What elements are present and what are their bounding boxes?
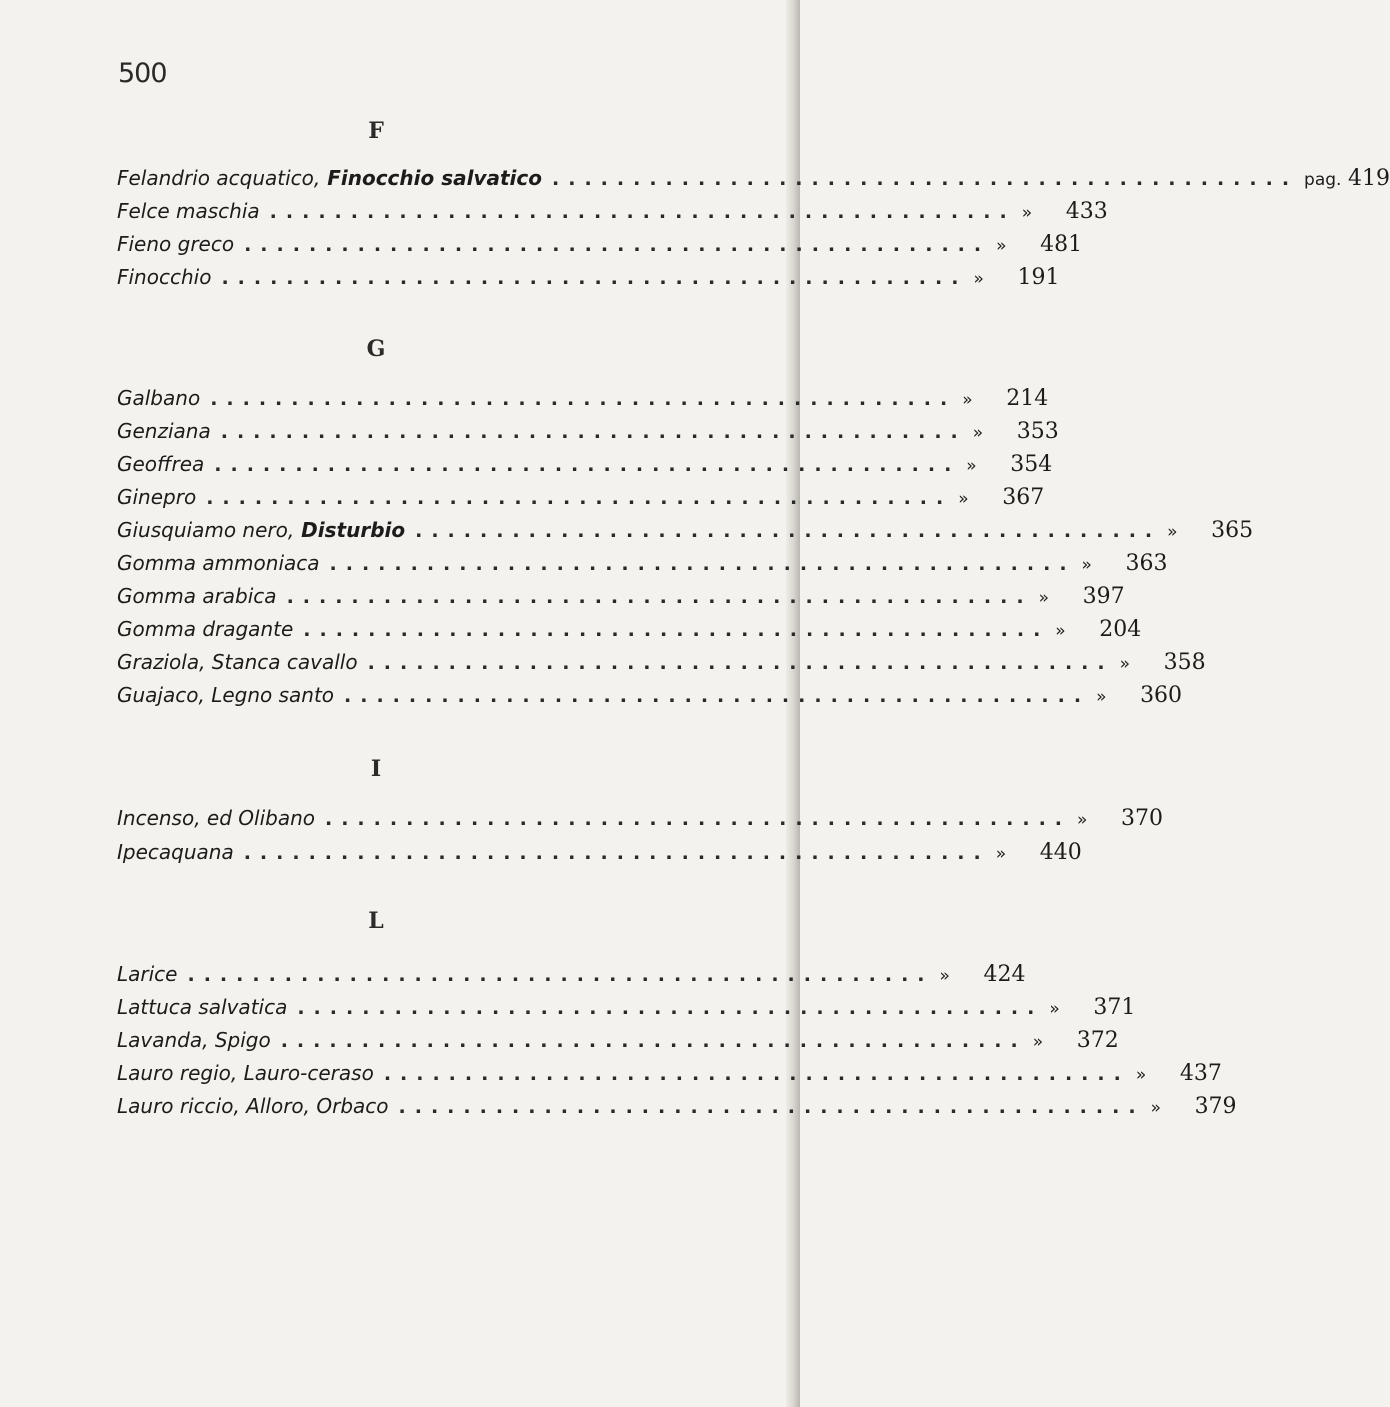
dot-leader: .............................................. (325, 808, 1072, 830)
index-entry (117, 995, 1136, 1029)
index-entry (117, 840, 1082, 874)
entry-name: Ginepro (117, 485, 197, 509)
entry-name: Giusquiamo nero, Disturbio (117, 518, 406, 542)
index-entry (117, 485, 1045, 519)
entry-reference: » 191 (973, 265, 1060, 290)
index-entry (117, 650, 1206, 684)
entry-reference: » 481 (996, 232, 1083, 257)
entry-reference: » 353 (972, 419, 1059, 444)
entry-reference: pag. 419 (1304, 166, 1390, 191)
entry-reference: » 433 (1021, 199, 1108, 224)
dot-leader: .............................................. (297, 997, 1044, 1019)
entry-name: Guajaco, Legno santo (117, 683, 335, 707)
entry-name: Gomma ammoniaca (117, 551, 320, 575)
index-entry (117, 683, 1183, 717)
index-entry (117, 419, 1059, 453)
dot-leader: .............................................. (244, 234, 991, 256)
entry-name: Gomma arabica (117, 584, 277, 608)
page-number: 500 (118, 58, 167, 89)
index-entry (117, 962, 1026, 996)
dot-leader: .............................................. (269, 201, 1016, 223)
index-entry (117, 166, 1390, 200)
section-letter-i: I (370, 756, 382, 782)
entry-reference: » 360 (1096, 683, 1183, 708)
dot-leader: .............................................. (187, 964, 934, 986)
index-entry (117, 551, 1168, 585)
index-entry (117, 1061, 1222, 1095)
dot-leader: .............................................. (367, 652, 1114, 674)
section-letter-l: L (368, 908, 384, 934)
index-entry (117, 518, 1254, 552)
dot-leader: .............................................. (329, 553, 1076, 575)
entry-name: Lauro regio, Lauro-ceraso (117, 1061, 374, 1085)
index-entry (117, 386, 1049, 420)
dot-leader: .............................................. (286, 586, 1033, 608)
index-entry (117, 617, 1142, 651)
entry-name: Lavanda, Spigo (117, 1028, 271, 1052)
entry-reference: » 363 (1081, 551, 1168, 576)
dot-leader: .............................................. (552, 168, 1299, 190)
entry-reference: » 424 (939, 962, 1026, 987)
entry-name: Fieno greco (117, 232, 235, 256)
entry-reference: » 437 (1135, 1061, 1222, 1086)
dot-leader: .............................................. (415, 520, 1162, 542)
entry-name: Genziana (117, 419, 211, 443)
index-entry (117, 1094, 1237, 1128)
entry-name: Gomma dragante (117, 617, 294, 641)
dot-leader: .............................................. (303, 619, 1050, 641)
entry-reference: » 365 (1167, 518, 1254, 543)
entry-reference: » 204 (1055, 617, 1142, 642)
entry-reference: » 370 (1077, 806, 1164, 831)
dot-leader: .............................................. (344, 685, 1091, 707)
entry-reference: » 371 (1049, 995, 1136, 1020)
entry-name: Ipecaquana (117, 840, 234, 864)
dot-leader: .............................................. (220, 421, 967, 443)
entry-reference: » 397 (1038, 584, 1125, 609)
dot-leader: .............................................. (206, 487, 953, 509)
entry-name: Larice (117, 962, 178, 986)
dot-leader: .............................................. (398, 1096, 1145, 1118)
entry-reference: » 367 (958, 485, 1045, 510)
index-entry (117, 1028, 1119, 1062)
entry-name: Felce maschia (117, 199, 260, 223)
index-entry (117, 199, 1108, 233)
dot-leader: .............................................. (210, 388, 957, 410)
entry-name: Geoffrea (117, 452, 205, 476)
entry-reference: » 358 (1119, 650, 1206, 675)
entry-name: Incenso, ed Olibano (117, 806, 315, 830)
index-entry (117, 806, 1164, 840)
entry-name: Felandrio acquatico, Finocchio salvatico (117, 166, 543, 190)
entry-reference: » 214 (962, 386, 1049, 411)
dot-leader: .............................................. (243, 842, 990, 864)
dot-leader: .............................................. (383, 1063, 1130, 1085)
entry-reference: » 379 (1150, 1094, 1237, 1119)
index-entry (117, 584, 1125, 618)
section-letter-g: G (366, 336, 386, 362)
dot-leader: .............................................. (280, 1030, 1027, 1052)
index-entry (117, 452, 1053, 486)
entry-reference: » 372 (1032, 1028, 1119, 1053)
dot-leader: .............................................. (221, 267, 968, 289)
index-entry (117, 265, 1060, 299)
index-entry (117, 232, 1083, 266)
entry-name: Finocchio (117, 265, 212, 289)
entry-reference: » 440 (995, 840, 1082, 865)
dot-leader: .............................................. (214, 454, 961, 476)
entry-reference: » 354 (966, 452, 1053, 477)
entry-name: Graziola, Stanca cavallo (117, 650, 358, 674)
entry-name: Lauro riccio, Alloro, Orbaco (117, 1094, 389, 1118)
section-letter-f: F (368, 118, 384, 144)
entry-name: Galbano (117, 386, 201, 410)
entry-name: Lattuca salvatica (117, 995, 288, 1019)
